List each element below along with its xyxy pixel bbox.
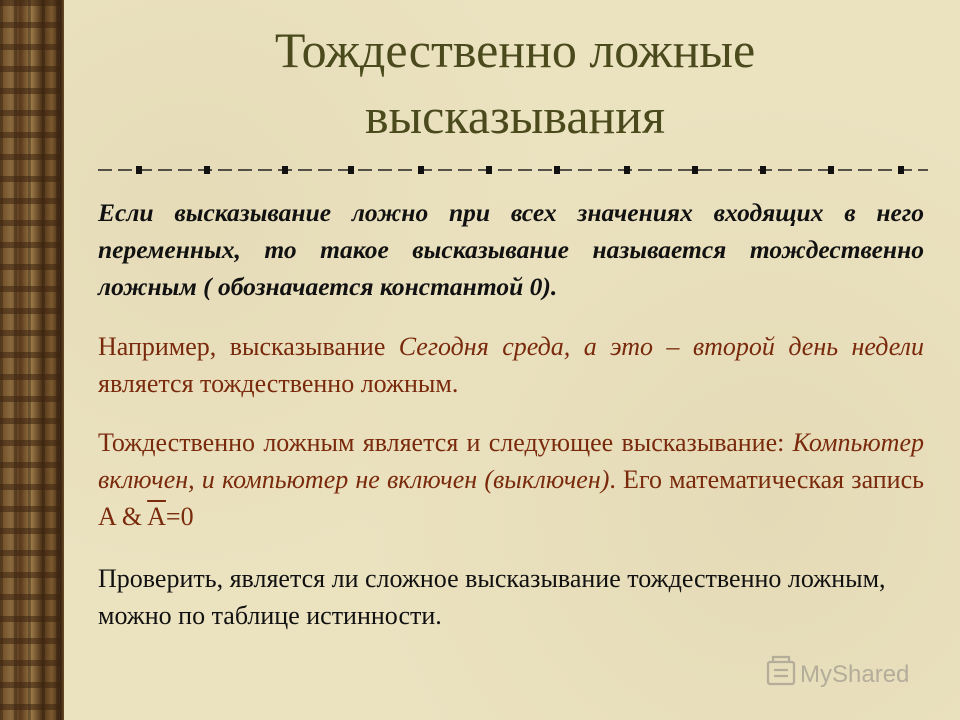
example-conclusion: является тождественно ложным. [98,369,459,398]
border-edge [60,0,64,720]
slide-title-line1: Тождественно ложные [274,22,756,78]
watermark-logo [764,652,934,692]
definition-paragraph: Если высказывание ложно при всех значениях входящих в него переменных, то такое высказывание называется тождественно ложным ( обозначается константой 0). [98,198,924,301]
second-formula-text: . Его математическая запись A & [98,465,924,531]
check-paragraph: Проверить, является ли сложное высказывание тождественно ложным, можно по таблице истинности. [98,564,886,630]
slide-title-line2: высказывания [364,88,666,144]
example-intro: Например, высказывание [98,332,399,361]
second-example-paragraph [98,424,924,535]
example-paragraph [98,328,924,402]
dashed-divider [98,160,928,180]
watermark-text: MyShared [800,661,910,688]
second-statement: Компьютер включен, и компьютер не включен (выключен) [98,428,924,494]
decorative-border [0,0,60,720]
negated-variable: $\overline{A}$ [147,502,166,531]
example-statement: Сегодня среда, а это – второй день недели [398,332,924,361]
formula-result: =0 [165,502,194,531]
second-intro: Тождественно ложным является и следующее высказывание: [98,428,793,457]
